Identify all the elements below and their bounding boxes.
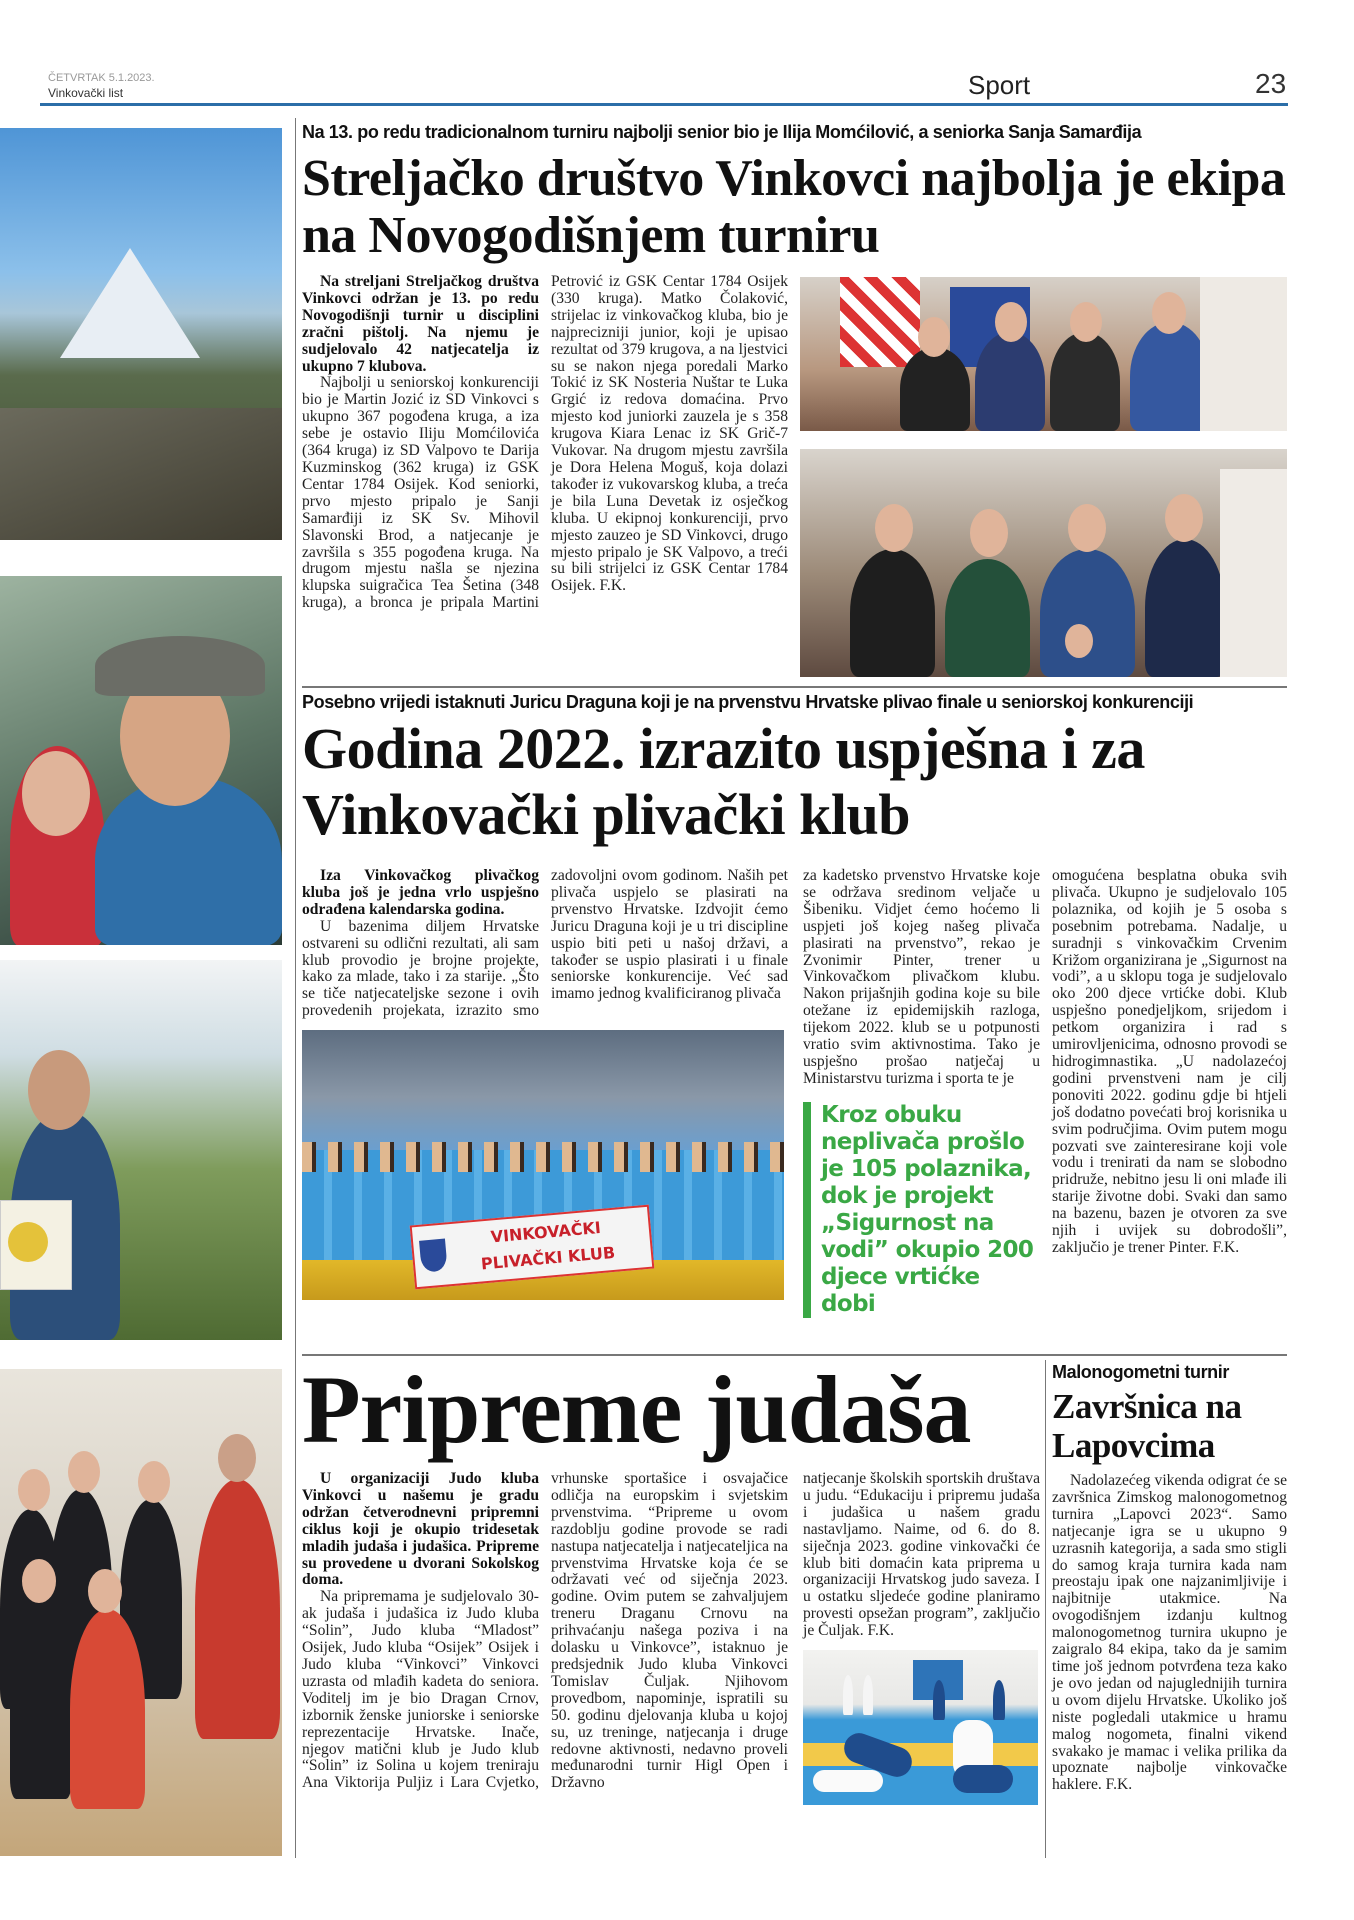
swimming-middle-block bbox=[803, 868, 1040, 1318]
photo-hikers-selfie bbox=[0, 576, 282, 945]
issue-date: ČETVRTAK 5.1.2023. bbox=[48, 72, 155, 84]
shooting-kicker: Na 13. po redu tradicionalnom turniru najbolji senior bio je Ilija Momćilović, a seniorka Sanja Samarđija bbox=[302, 122, 1142, 142]
swimming-pull-quote: Kroz obuku neplivača prošlo je 105 polaznika, dok je projekt „Sigurnost na vodi” okupio 200 djece vrtićke dobi bbox=[803, 1102, 1040, 1318]
judo-body-1 bbox=[302, 1471, 788, 1792]
column-divider bbox=[295, 118, 296, 1858]
photo-swimming-team bbox=[302, 1030, 784, 1300]
column-divider bbox=[1045, 1360, 1046, 1858]
judo-text-2: natjecanje školskih sportskih društava u judu. “Edukaciju i pripremu judaša i judašica u našem gradu nastavljamo. Naime, od 6. do 8. siječnja 2023. godine vinkovački će klub biti domaćin kata priprema u organizaciji Hrvatskog judo saveza. I u ostatku sljedeće godine planiramo provesti opsežan program”, zaključio je Čuljak. F.K. bbox=[803, 1470, 1040, 1640]
judo-text-1: Na pripremama je sudjelovalo 30-ak judaša i judašica iz Judo kluba “Solin”, Judo kluba “Mladost” Osijek, Judo kluba “Osijek” Osijek i Judo kluba “Vinkovci” Vinkovci uzrasta od mlađih kadeta do seniora. Voditelj im je bio Dragan Crnov, izbornik ženske juniorske i seniorske reprezentacije Hrvatske. Inače, njegov matični klub je Judo klub “Solin” iz Solina u kojem treniraju Ana Viktorija Puljiz i Lara Cvjetko, vrhunske sportašice i osvajačice odličja na europskim i svjetskim prvenstvima. “Pripreme u ovom razdoblju godine provode se radi nastupa natjecatelja i natjecateljica na prvenstvima Hrvatske koja će se održavati već od siječnja 2023. godine. Ovim putem se zahvaljujem treneru Draganu Crnovu na prihvaćanju našega poziva i na dolasku u Vinkovce”, istaknuo je predsjednik Judo kluba Vinkovci Tomislav Čuljak. Njihovom provedbom, napominje, ispratili su 50. godinu djelovanja kluba u kojoj su, uz treninge, natjecanja i druge redovne aktivnosti, nedavno proveli međunarodni turnir Higl Open i Državno bbox=[302, 1470, 788, 1792]
shooting-headline: Streljačko društvo Vinkovci najbolja je ekipa na Novogodišnjem turniru bbox=[302, 150, 1286, 264]
photo-shooting-winners-2 bbox=[800, 449, 1287, 677]
swimming-body-3 bbox=[1052, 868, 1287, 1257]
swimming-body-2 bbox=[803, 868, 1040, 1088]
swimming-body-1 bbox=[302, 868, 788, 1020]
section-divider bbox=[302, 686, 1287, 688]
swimming-text-2: za kadetsko prvenstvo Hrvatske koje se održava sredinom veljače u Šibeniku. Vidjet ćemo hoćemo li uspjeti još kojeg našeg plivača plasirati na prvenstvo”, rekao je Zvonimir Pinter, trener u Vinkovačkom plivačkom klubu. Nakon prijašnjih godina koje su bile otežane iz epidemijskih razloga, tijekom 2022. klub se u potpunosti vratio svim aktivnostima. Tako je uspješno prošao natječaj u Ministarstvu turizma i sporta te je bbox=[803, 867, 1040, 1087]
shooting-lead: Na streljani Streljačkog društva Vinkovci održan je 13. po redu Novogodišnji turnir u disciplini zračni pištolj. Na njemu je sudjelovalo 42 natjecatelja iz ukupno 7 klubova. bbox=[302, 273, 539, 375]
football-headline: Završnica na Lapovcima bbox=[1052, 1387, 1242, 1465]
photo-mountain-landscape bbox=[0, 128, 282, 540]
swimming-text-1: U bazenima diljem Hrvatske ostvareni su odlični rezultati, ali sam klub provodio je brojne projekte, kako za mlade, tako i za starije. „Što se tiče natjecateljske sezone i ovih provedenih projekata, izrazito smo zadovoljni ovom godinom. Naših pet plivača uspjelo se plasirati na prvenstvo Hrvatske. Izdvojit ćemo Juricu Draguna koji je u tri discipline uspio biti peti u našoj državi, a također se uspio plasirati i u finale seniorske konkurencije. Već sad imamo jednog kvalificiranog plivača bbox=[302, 867, 788, 1020]
swimming-headline: Godina 2022. izrazito uspješna i za Vinkovački plivački klub bbox=[302, 716, 1145, 847]
football-kicker: Malonogometni turnir bbox=[1052, 1362, 1229, 1382]
swimming-left-block bbox=[302, 868, 788, 1300]
section-title: Sport bbox=[968, 70, 1031, 100]
football-text: Nadolazećeg vikenda odigrat će se završnica Zimskog malonogometnog turnira „Lapovci 2023“. Samo natjecanje igra se u ukupno 9 uzrasnih kategorija, a sada smo stigli do samog kraja turnira kada nam preostaju ipak one najzanimljivije i najbitnije utakmice. Na ovogodišnjem izdanju kultnog malonogometnog turnira ukupno je zaigralo 84 ekipa, tako da je samim time još jednom potvrđena teza kako je ovo jedan od najuglednijih turnira u ovom dijelu Hrvatske. Ukoliko još niste pogledali utakmice u hramu malog nogometa, finalni vikend svakako je mamac i velika prilika da upoznate najbolje vinkovačke haklere. F.K. bbox=[1052, 1472, 1287, 1794]
photo-man-with-flag bbox=[0, 960, 282, 1340]
photo-judo-training bbox=[803, 1650, 1038, 1805]
football-block bbox=[1052, 1362, 1287, 1794]
judo-lead: U organizaciji Judo kluba Vinkovci u našemu je gradu održan četverodnevni pripremni ciklus koji je okupio tridesetak mladih judaša i judašica. Pripreme su provedene u dvorani Sokolskog doma. bbox=[302, 1470, 539, 1589]
shooting-text: Najbolji u seniorskoj konkurenciji bio je Martin Jozić iz SD Vinkovci s ukupno 367 pogođena kruga, a iza sebe je ostavio Iliju Momćilovića (364 kruga) iz SD Valpovo te Darija Kuzminskog (362 kruga) iz GSK Centar 1784 Osijek. Kod seniorki, prvo mjesto pripalo je Sanji Samarđiji iz SK Sv. Mihovil Slavonski Brod, a natjecanje je završila s 355 pogođena kruga. Na drugom mjestu našla se njezina klupska suigračica Tea Šetina (348 kruga), a bronca je pripala Martini Petrović iz GSK Centar 1784 Osijek (330 kruga). Matko Čolaković, strijelac iz vinkovačkog kluba, bio je najprecizniji junior, koji je upisao rezultat od 379 krugova, a na ljestvici su se nakon njega poredali Marko Tokić iz SK Nosteria Nuštar te Luka Grgić iz redova domaćina. Prvo mjesto kod juniorki zauzela je s 358 krugova Kiara Lenac iz SK Grič-7 Vukovar. Na drugom mjestu završila je Dora Helena Moguš, koja dolazi također iz vukovarskog kluba, a treća je bila Luna Devetak iz osječkog kluba. U ekipnoj konkurenciji, prvo mjesto zauzeo je SD Vinkovci, drugo mjesto pripalo je SK Valpovo, a treći su bili strijelci iz GSK Centar 1784 Osijek. F.K. bbox=[302, 273, 788, 612]
football-body bbox=[1052, 1473, 1287, 1794]
shooting-body bbox=[302, 274, 788, 612]
header-rule bbox=[40, 103, 1288, 106]
banner-text: VINKOVAČKI PLIVAČKI KLUB bbox=[480, 1218, 616, 1274]
page-number: 23 bbox=[1255, 68, 1287, 99]
swimming-lead: Iza Vinkovačkog plivačkog kluba još je jedna vrlo uspješno odrađena kalendarska godina. bbox=[302, 867, 539, 918]
newspaper-name: Vinkovački list bbox=[48, 86, 124, 100]
photo-volleyball-team bbox=[0, 1369, 282, 1856]
judo-headline: Pripreme judaša bbox=[302, 1356, 971, 1463]
judo-body-2 bbox=[803, 1471, 1040, 1640]
judo-right-block bbox=[803, 1471, 1040, 1805]
photo-shooting-winners-1 bbox=[800, 277, 1287, 431]
swimming-text-3: omogućena besplatna obuka svih plivača. Ukupno je sudjelovalo 105 polaznika, od kojih je 5 osoba s posebnim potrebama. Nadalje, u suradnji s vinkovačkim Crvenim Križom organizirana je „Sigurnost na vodi”, a u sklopu toga je sudjelovalo oko 200 djece vrtićke dobi. Klub uspješno ponedjeljkom, srijedom i petkom organizira i rad s umirovljenicima, odnosno provodi se hidrogimnastika. „U nadolazećoj godini prvenstveni nam je cilj ponoviti 2022. godinu gdje bi htjeli još dodatno povećati broj korisnika u svim područjima. Ovim putem mogu pozvati sve zainteresirane koji vole vodu i trenirati da nam se slobodno pridruže, nebitno jesu li oni mlađe ili starije životne dobi. Svaki dan samo na bazenu, bazen je otvoren za sve njih i uvijek su dobrodošli”, zaključio je trener Pinter. F.K. bbox=[1052, 867, 1287, 1256]
swimming-kicker: Posebno vrijedi istaknuti Juricu Draguna koji je na prvenstvu Hrvatske plivao finale u seniorskoj konkurenciji bbox=[302, 692, 1194, 712]
